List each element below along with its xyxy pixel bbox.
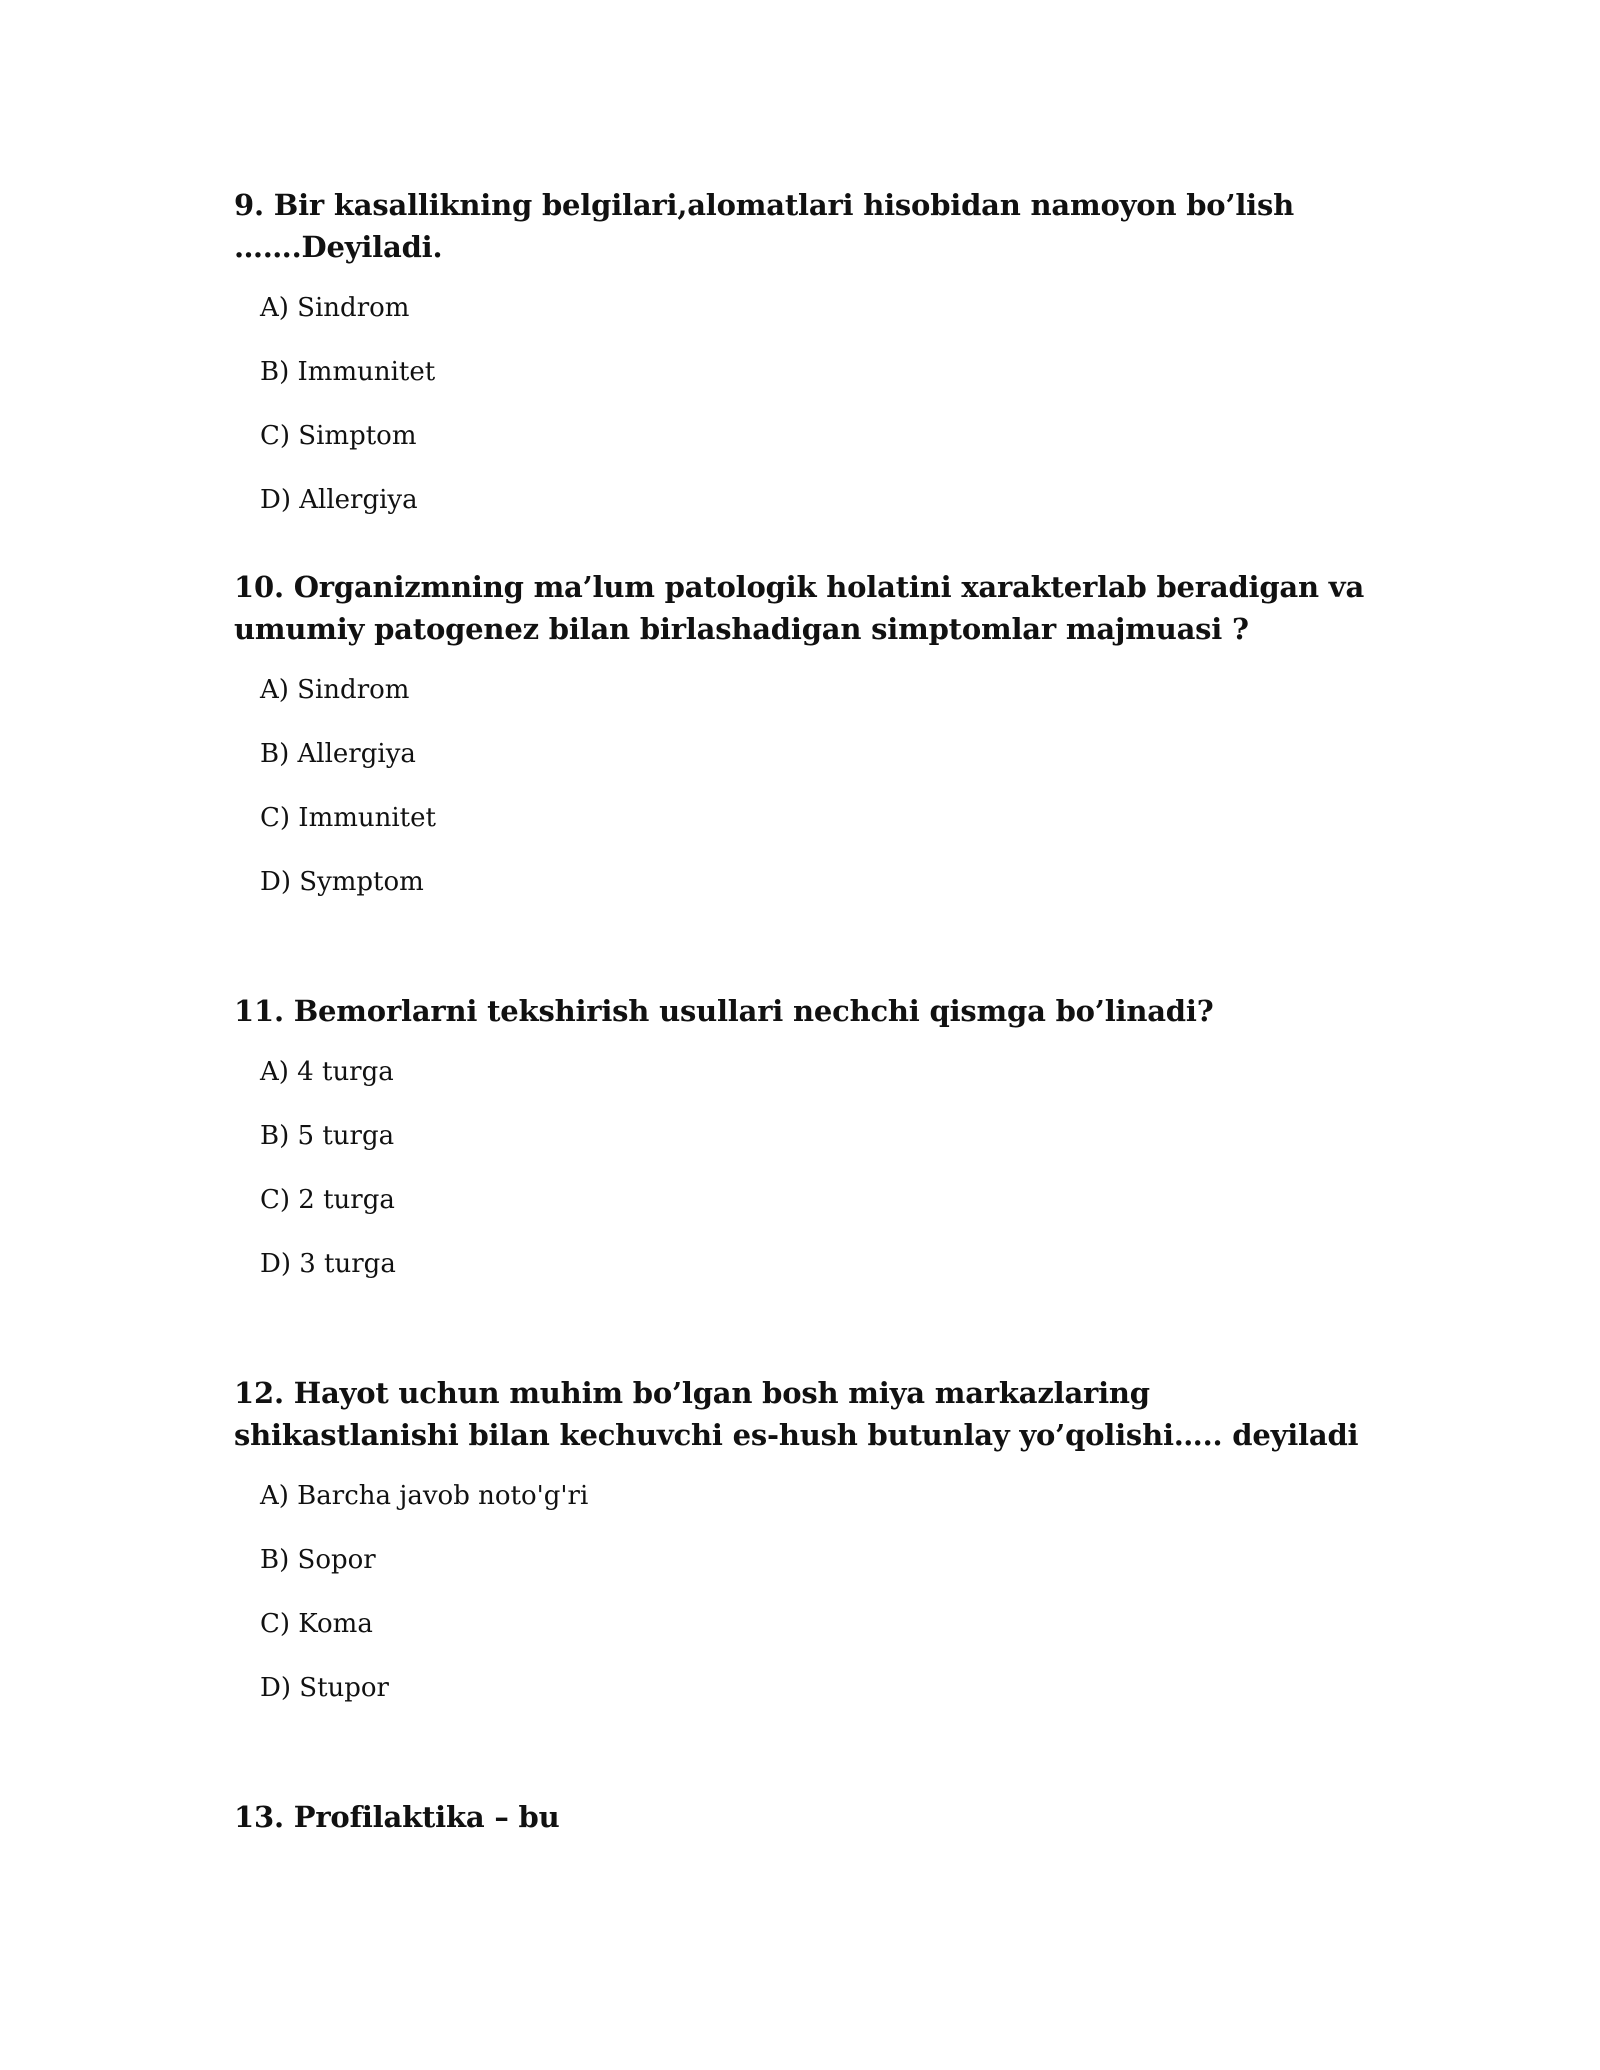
- answer-option-d[interactable]: D) Allergiya: [260, 485, 418, 515]
- question-text: 9. Bir kasallikning belgilari,alomatlari hisobidan namoyon bo’lish …….Deyiladi.: [234, 188, 1294, 264]
- answer-option-b[interactable]: B) Immunitet: [260, 357, 436, 387]
- question-13: [234, 1796, 1384, 1838]
- question-text: 11. Bemorlarni tekshirish usullari nechchi qismga bo’linadi?: [234, 994, 1214, 1028]
- answer-option-d[interactable]: D) Stupor: [260, 1673, 389, 1703]
- answer-options: [260, 1056, 1384, 1280]
- answer-option-c[interactable]: C) Simptom: [260, 421, 417, 451]
- answer-option-a[interactable]: A) Sindrom: [260, 675, 410, 705]
- answer-options: [260, 674, 1384, 898]
- answer-option-d[interactable]: D) 3 turga: [260, 1249, 396, 1279]
- answer-option-b[interactable]: B) Allergiya: [260, 739, 416, 769]
- answer-option-a[interactable]: A) Barcha javob noto'g'ri: [260, 1481, 589, 1511]
- question-text: 10. Organizmning ma’lum patologik holatini xarakterlab beradigan va umumiy patogenez bilan birlashadigan simptomlar majmuasi ?: [234, 570, 1365, 646]
- answer-option-c[interactable]: C) 2 turga: [260, 1185, 395, 1215]
- answer-option-b[interactable]: B) 5 turga: [260, 1121, 395, 1151]
- answer-option-b[interactable]: B) Sopor: [260, 1545, 376, 1575]
- answer-option-a[interactable]: A) 4 turga: [260, 1057, 394, 1087]
- answer-option-c[interactable]: C) Immunitet: [260, 803, 436, 833]
- answer-option-a[interactable]: A) Sindrom: [260, 293, 410, 323]
- question-11: [234, 990, 1384, 1280]
- question-text: 12. Hayot uchun muhim bo’lgan bosh miya markazlaring shikastlanishi bilan kechuvchi es-hush butunlay yo’qolishi….. deyiladi: [234, 1376, 1359, 1452]
- answer-options: [260, 292, 1384, 516]
- question-9: [234, 184, 1384, 516]
- question-12: [234, 1372, 1384, 1704]
- question-10: [234, 566, 1384, 898]
- answer-options: [260, 1480, 1384, 1704]
- answer-option-c[interactable]: C) Koma: [260, 1609, 373, 1639]
- answer-option-d[interactable]: D) Symptom: [260, 867, 424, 897]
- question-text: 13. Profilaktika – bu: [234, 1800, 560, 1834]
